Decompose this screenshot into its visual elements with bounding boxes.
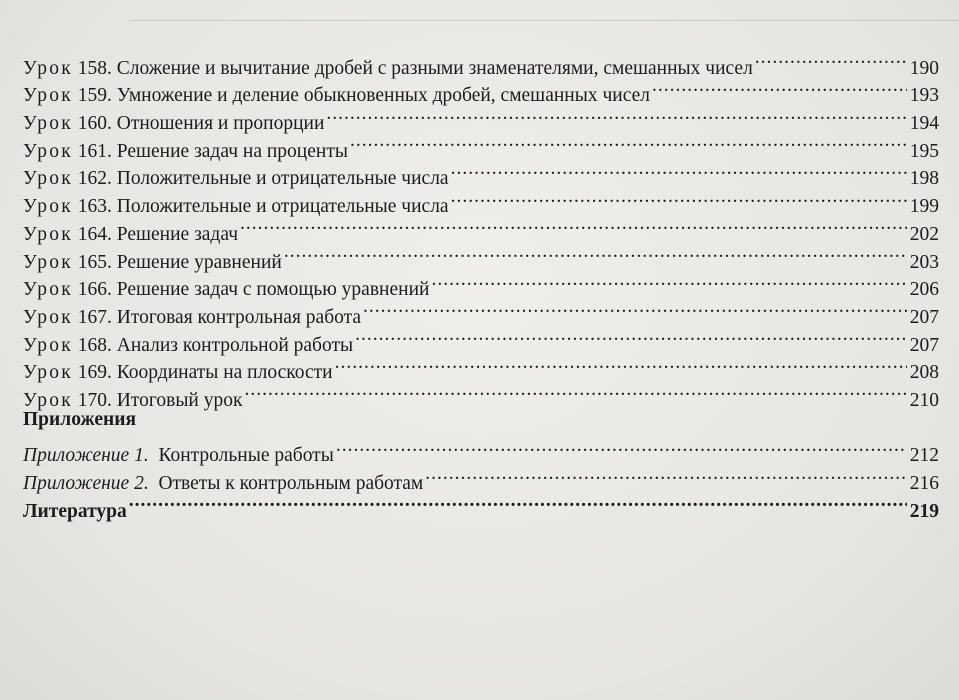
page-number: 207: [909, 306, 939, 328]
lesson-word: Урок: [23, 279, 73, 301]
entry-title: 167. Итоговая контрольная работа: [77, 306, 362, 328]
page-number: 216: [909, 473, 939, 494]
toc-entry-appendix-1: [23, 434, 939, 467]
leader-dots: [284, 240, 907, 268]
entry-title: 169. Координаты на плоскости: [77, 362, 333, 384]
lesson-word: Урок: [23, 140, 73, 162]
entry-title: 159. Умножение и деление обыкновенных дробей, смешанных чисел: [77, 85, 650, 107]
entry-title: 161. Решение задач на проценты: [77, 140, 348, 162]
lesson-word: Урок: [23, 306, 73, 328]
bleed-through-text: ──────────────────────────────────────────────────────────────────────────────: [130, 13, 959, 29]
entry-title: 170. Итоговый урок: [77, 389, 243, 411]
lesson-word: Урок: [23, 362, 73, 384]
page-number: 203: [909, 251, 939, 273]
entry-title: 162. Положительные и отрицательные числа: [77, 168, 449, 190]
lesson-word: Урок: [23, 196, 73, 218]
page-number: 208: [909, 362, 939, 384]
lesson-word: Урок: [23, 223, 73, 245]
page-number: 195: [909, 140, 939, 162]
toc-entry-literature: [23, 489, 939, 522]
leader-dots: [425, 461, 907, 489]
entry-title: 160. Отношения и пропорции: [77, 113, 325, 135]
leader-dots: [755, 46, 907, 74]
lesson-word: Урок: [23, 113, 73, 135]
entry-title: 168. Анализ контрольной работы: [77, 334, 354, 356]
page-number: 210: [909, 389, 939, 411]
page-number: 207: [909, 334, 939, 356]
entry-title: 163. Положительные и отрицательные числа: [77, 196, 449, 218]
leader-dots: [451, 184, 907, 212]
entry-title: 158. Сложение и вычитание дробей с разными знаменателями, смешанных чисел: [77, 57, 753, 79]
page-number: 190: [909, 57, 939, 79]
entry-title: Литература: [23, 500, 127, 522]
leader-dots: [363, 295, 907, 323]
leader-dots: [451, 157, 907, 185]
page-number: 199: [909, 196, 939, 218]
lesson-word: Урок: [23, 334, 73, 356]
leader-dots: [129, 489, 907, 517]
leader-dots: [431, 268, 907, 296]
page-number: 202: [909, 223, 939, 245]
leader-dots: [326, 101, 907, 129]
appendix-label: Приложение 2.: [23, 473, 149, 494]
page-number: 194: [909, 113, 939, 135]
entry-title: Ответы к контрольным работам: [158, 473, 424, 494]
page-number: 212: [909, 445, 939, 467]
leader-dots: [335, 351, 907, 379]
leader-dots: [350, 129, 907, 157]
entry-title: Контрольные работы: [158, 445, 334, 467]
page-number: 206: [909, 279, 939, 301]
leader-dots: [652, 74, 907, 102]
entry-title: 165. Решение уравнений: [77, 251, 282, 273]
page-number: 198: [909, 168, 939, 190]
lesson-word: Урок: [23, 168, 73, 190]
leader-dots: [244, 378, 907, 406]
lesson-word: Урок: [23, 85, 73, 107]
appendix-heading: Приложения: [23, 408, 137, 430]
lesson-word: Урок: [23, 389, 73, 411]
leader-dots: [336, 434, 907, 462]
leader-dots: [355, 323, 907, 351]
entry-title: 166. Решение задач с помощью уравнений: [77, 279, 430, 301]
table-of-contents: [23, 46, 939, 522]
toc-entry-158: [23, 46, 939, 79]
lesson-word: Урок: [23, 251, 73, 273]
appendix-label: Приложение 1.: [23, 445, 149, 467]
page-number: 219: [909, 500, 939, 522]
leader-dots: [240, 212, 907, 240]
page-number: 193: [909, 85, 939, 107]
entry-title: 164. Решение задач: [77, 223, 239, 245]
lesson-word: Урок: [23, 57, 73, 79]
